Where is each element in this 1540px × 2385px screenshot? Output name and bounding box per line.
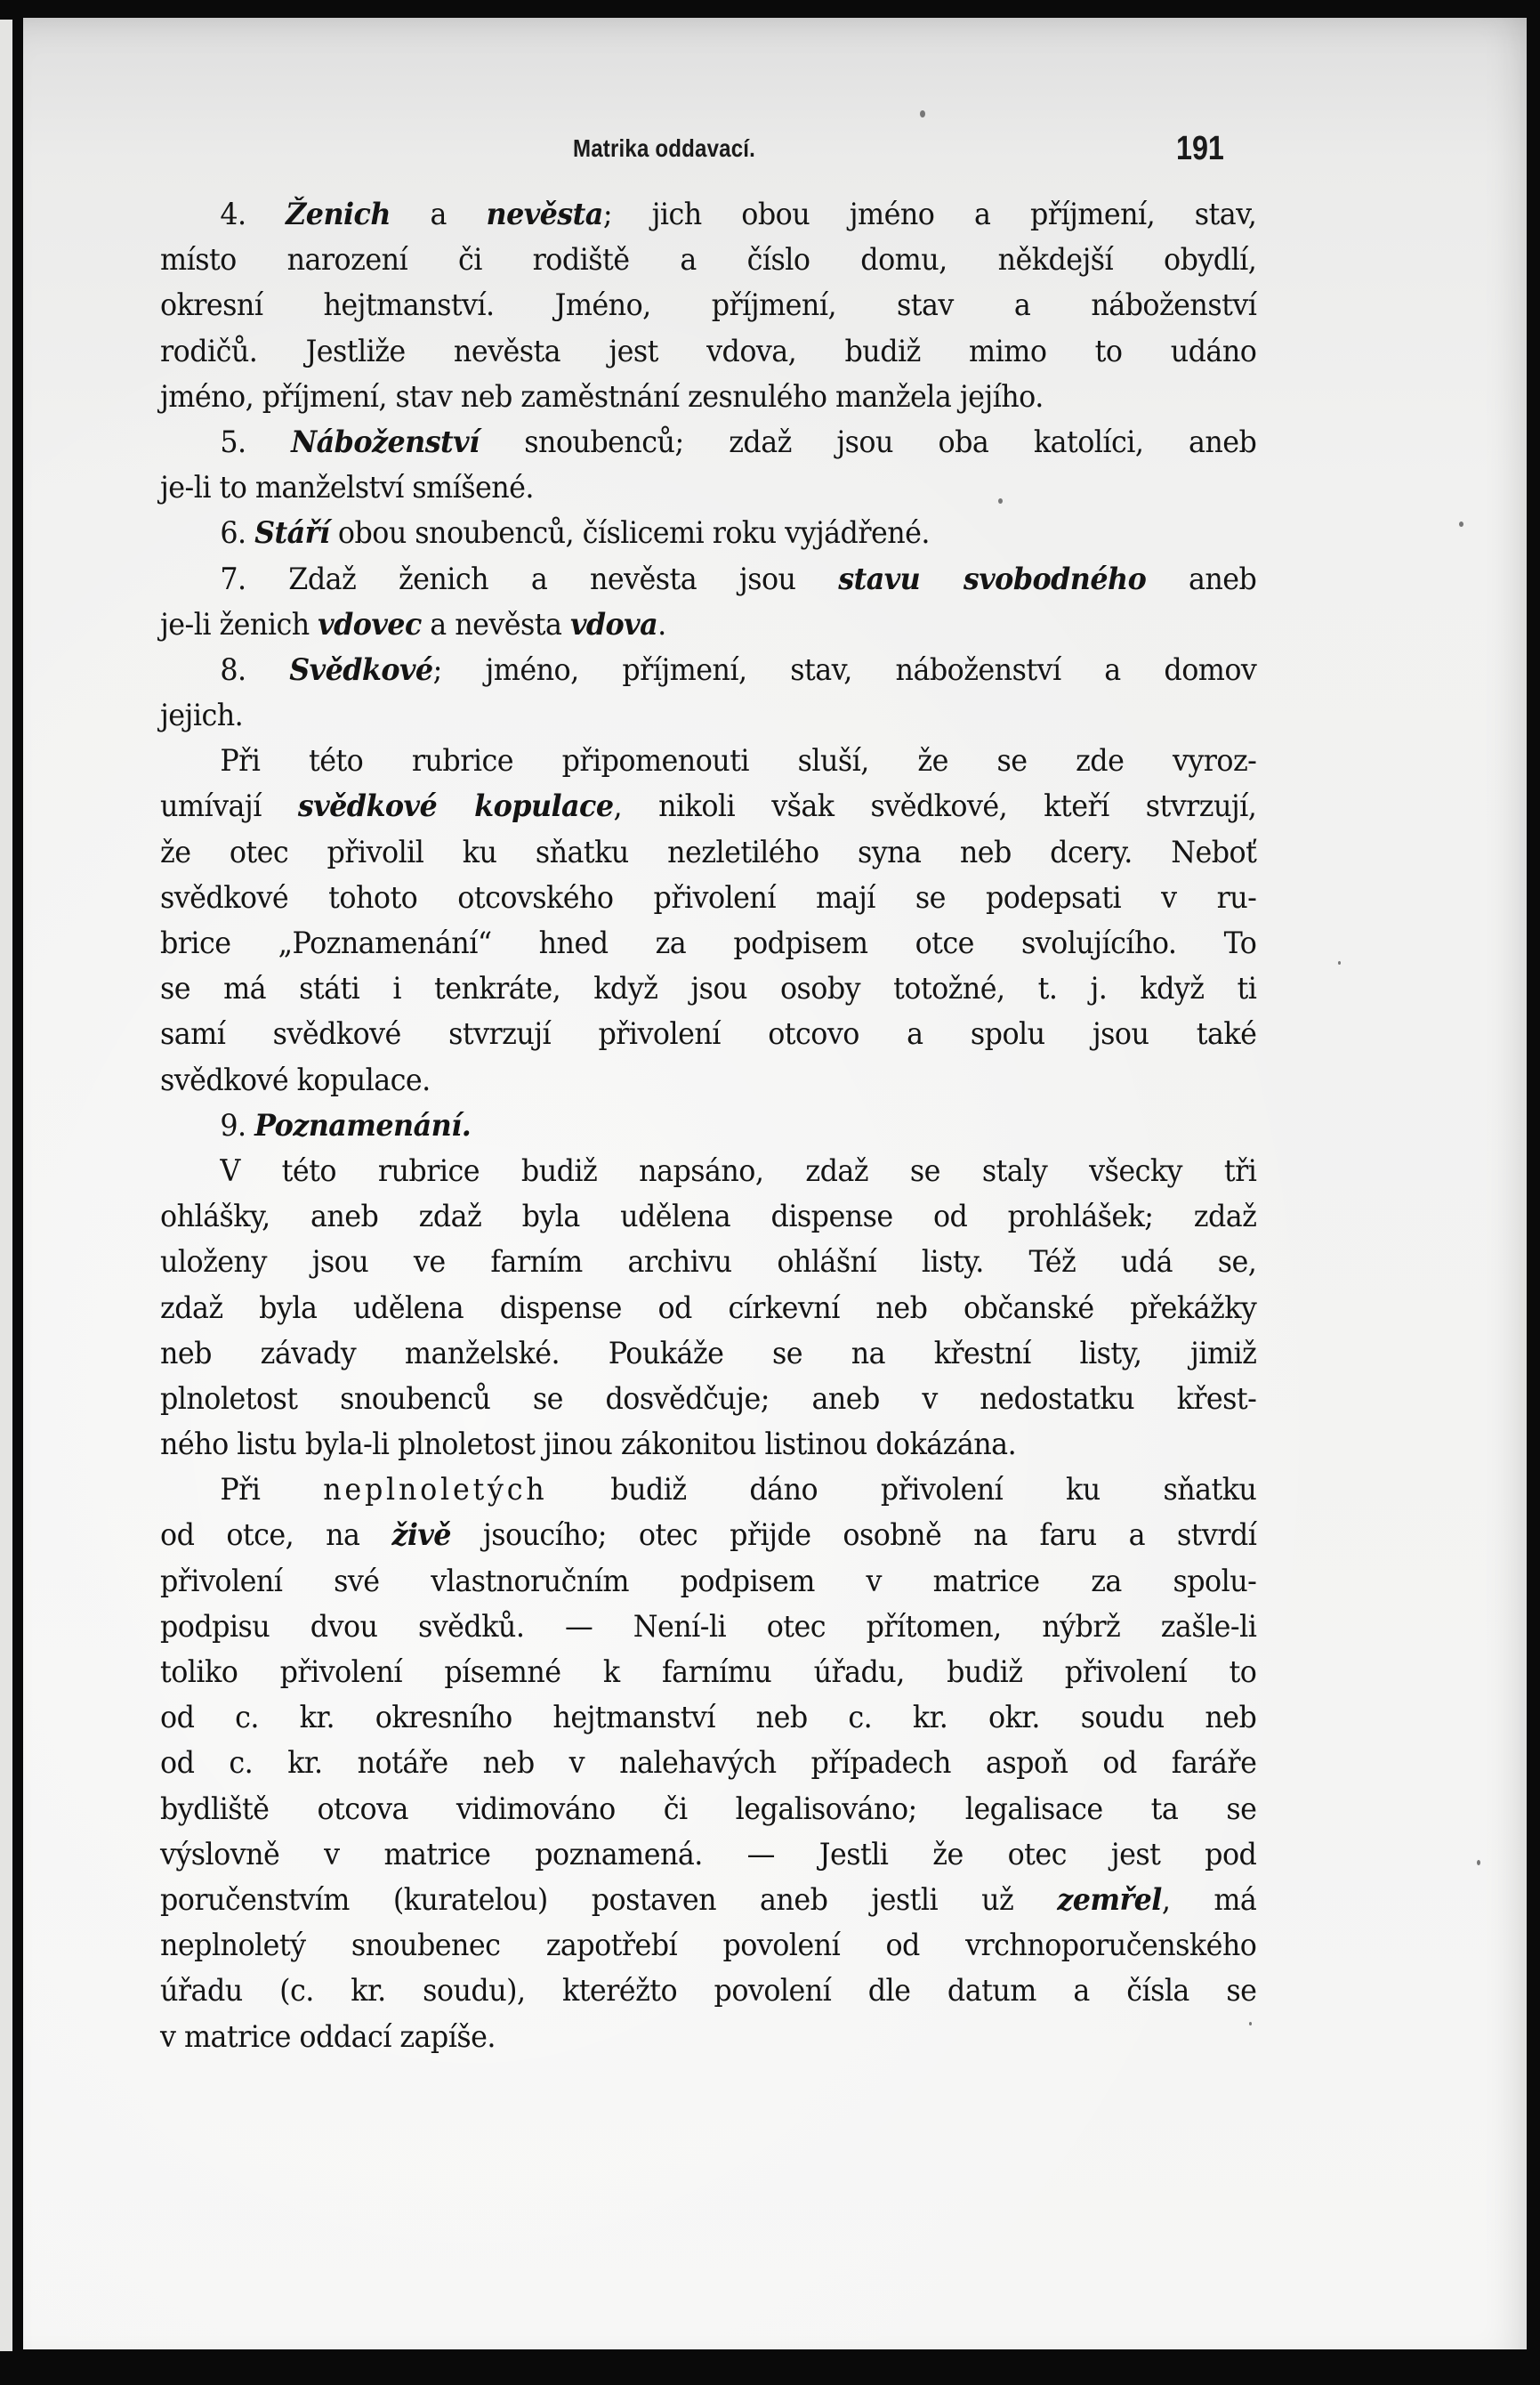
scan-speck: [1459, 521, 1463, 527]
emphasis-text: Poznamenání.: [254, 1107, 472, 1144]
text-run: 7. Zdaž ženich a nevěsta jsou: [220, 561, 839, 597]
text-run: přivolení své vlastnoručním podpisem v matrice za spolu-: [160, 1563, 1257, 1599]
text-line: [160, 1650, 1256, 1695]
text-line: [160, 1832, 1256, 1878]
text-run: a nevěsta: [421, 606, 570, 643]
text-line: [160, 1695, 1256, 1741]
spaced-emphasis-text: neplnoletých: [323, 1472, 548, 1508]
text-run: .: [657, 606, 666, 643]
text-run: 9.: [220, 1107, 255, 1144]
text-line: [160, 1331, 1256, 1377]
text-line: [160, 1240, 1256, 1285]
text-run: bydliště otcova vidimováno či legalisováno; legalisace ta se: [160, 1791, 1257, 1827]
text-line: [160, 1741, 1256, 1786]
text-line: [160, 375, 1256, 420]
text-run: v matrice oddací zapíše.: [160, 2018, 496, 2055]
text-line: [160, 1422, 1256, 1467]
text-run: svědkové tohoto otcovského přivolení mají se podepsati v ru-: [160, 879, 1257, 916]
scan-speck: [1338, 961, 1341, 965]
text-run: jméno, příjmení, stav neb zaměstnání zesnulého manžela jejího.: [160, 378, 1044, 415]
book-page: [23, 18, 1527, 2349]
text-run: jejich.: [160, 698, 244, 734]
body-text: [160, 192, 1256, 2060]
text-run: budiž dáno přivolení ku sňatku: [547, 1472, 1257, 1508]
emphasis-text: vdova: [569, 606, 658, 643]
text-line: [160, 1104, 1256, 1149]
text-run: ného listu byla-li plnoletost jinou zákonitou listinou dokázána.: [160, 1427, 1017, 1463]
text-line: [160, 876, 1256, 921]
text-run: poručenstvím (kuratelou) postaven aneb jestli už: [160, 1881, 1058, 1918]
text-line: [160, 2015, 1256, 2060]
text-run: od c. kr. okresního hejtmanství neb c. kr. okr. soudu neb: [160, 1700, 1257, 1736]
text-line: [160, 921, 1256, 966]
text-line: [160, 1605, 1256, 1650]
text-run: je-li to manželství smíšené.: [160, 470, 534, 506]
emphasis-text: nevěsta: [486, 197, 603, 232]
text-run: brice „Poznamenání“ hned za podpisem otce svolujícího. To: [160, 926, 1257, 961]
text-line: [160, 1377, 1256, 1422]
text-run: ; jich obou jméno a příjmení, stav,: [602, 197, 1257, 232]
text-run: zdaž byla udělena dispense od církevní neb občanské překážky: [160, 1290, 1257, 1326]
text-line: [160, 648, 1256, 693]
text-run: V této rubrice budiž napsáno, zdaž se staly všecky tři: [220, 1152, 1257, 1189]
text-run: 8.: [220, 651, 290, 688]
emphasis-text: svědkové kopulace: [297, 788, 614, 825]
text-run: Při této rubrice připomenouti sluší, že se zde vyroz-: [220, 743, 1257, 780]
text-line: [160, 1467, 1256, 1513]
text-run: 6.: [220, 515, 255, 552]
text-run: a: [390, 197, 487, 232]
text-line: [160, 1969, 1256, 2014]
scan-speck: [1249, 2022, 1252, 2025]
text-run: neplnoletý snoubenec zapotřebí povolení od vrchnoporučenského: [160, 1928, 1257, 1964]
text-line: [160, 784, 1256, 829]
text-line: [160, 1513, 1256, 1558]
text-run: neb závady manželské. Poukáže se na křestní listy, jimiž: [160, 1335, 1257, 1371]
emphasis-text: Náboženství: [291, 424, 480, 460]
text-line: [160, 1149, 1256, 1194]
text-run: plnoletost snoubenců se dosvědčuje; aneb v nedostatku křest-: [160, 1380, 1257, 1417]
text-line: [160, 602, 1256, 648]
text-line: [160, 238, 1256, 283]
text-line: [160, 329, 1256, 375]
text-run: ohlášky, aneb zdaž byla udělena dispense od prohlášek; zdaž: [160, 1199, 1257, 1235]
text-run: 5.: [220, 424, 292, 460]
text-line: [160, 1194, 1256, 1240]
emphasis-text: Ženich: [286, 197, 391, 232]
page-header: [23, 18, 1527, 196]
text-line: [160, 511, 1256, 556]
text-run: toliko přivolení písemné k farnímu úřadu, budiž přivolení to: [160, 1654, 1257, 1690]
text-run: Při: [220, 1472, 324, 1508]
text-run: 4.: [220, 197, 286, 232]
text-line: [160, 1058, 1256, 1104]
scan-speck: [998, 498, 1003, 504]
emphasis-text: živě: [391, 1517, 451, 1554]
text-run: úřadu (c. kr. soudu), kteréžto povolení dle datum a čísla se: [160, 1973, 1257, 2009]
text-line: [160, 739, 1256, 784]
text-run: výslovně v matrice poznamená. — Jestli že otec jest pod: [160, 1836, 1257, 1872]
text-line: [160, 1923, 1256, 1969]
text-run: , má: [1161, 1881, 1257, 1918]
text-run: že otec přivolil ku sňatku nezletilého syna neb dcery. Neboť: [160, 834, 1257, 870]
text-run: okresní hejtmanství. Jméno, příjmení, stav a náboženství: [160, 287, 1257, 324]
text-line: [160, 192, 1256, 238]
text-line: [160, 283, 1256, 328]
emphasis-text: vdovec: [318, 606, 422, 643]
scanner-left-edge: [0, 20, 12, 2351]
emphasis-text: stavu svobodného: [838, 561, 1147, 597]
text-run: od c. kr. notáře neb v nalehavých případech aspoň od faráře: [160, 1745, 1257, 1782]
text-run: , nikoli však svědkové, kteří stvrzují,: [613, 788, 1257, 825]
text-run: rodičů. Jestliže nevěsta jest vdova, budiž mimo to udáno: [160, 333, 1257, 369]
emphasis-text: Svědkové: [289, 651, 433, 688]
text-line: [160, 1878, 1256, 1923]
text-run: svědkové kopulace.: [160, 1062, 431, 1098]
text-line: [160, 420, 1256, 465]
scan-speck: [1477, 1860, 1480, 1865]
text-line: [160, 465, 1256, 511]
text-run: od otce, na: [160, 1517, 392, 1554]
text-line: [160, 1787, 1256, 1832]
text-run: snoubenců; zdaž jsou oba katolíci, aneb: [479, 424, 1257, 460]
emphasis-text: zemřel: [1057, 1881, 1162, 1918]
running-head: Matrika oddavací.: [573, 134, 756, 162]
text-run: místo narození či rodiště a číslo domu, někdejší obydlí,: [160, 242, 1257, 279]
text-run: obou snoubenců, číslicemi roku vyjádřené.: [329, 515, 930, 552]
text-line: [160, 1012, 1256, 1057]
text-line: [160, 830, 1256, 876]
text-run: ; jméno, příjmení, stav, náboženství a domov: [432, 651, 1257, 688]
text-run: se má státi i tenkráte, když jsou osoby totožné, t. j. když ti: [160, 971, 1257, 1007]
text-run: podpisu dvou svědků. — Není-li otec přítomen, nýbrž zašle-li: [160, 1608, 1257, 1645]
text-run: je-li ženich: [160, 606, 318, 643]
text-line: [160, 693, 1256, 739]
text-run: umívají: [160, 788, 298, 825]
text-line: [160, 966, 1256, 1012]
text-run: samí svědkové stvrzují přivolení otcovo a spolu jsou také: [160, 1016, 1257, 1053]
page-number: 191: [1176, 130, 1224, 167]
emphasis-text: Stáří: [254, 515, 330, 552]
text-run: uloženy jsou ve farním archivu ohlášní listy. Též udá se,: [160, 1244, 1257, 1281]
text-run: aneb: [1146, 561, 1257, 597]
text-run: jsoucího; otec přijde osobně na faru a stvrdí: [450, 1517, 1257, 1554]
text-line: [160, 1286, 1256, 1331]
text-line: [160, 557, 1256, 602]
text-line: [160, 1559, 1256, 1605]
scan-speck: [920, 110, 925, 117]
